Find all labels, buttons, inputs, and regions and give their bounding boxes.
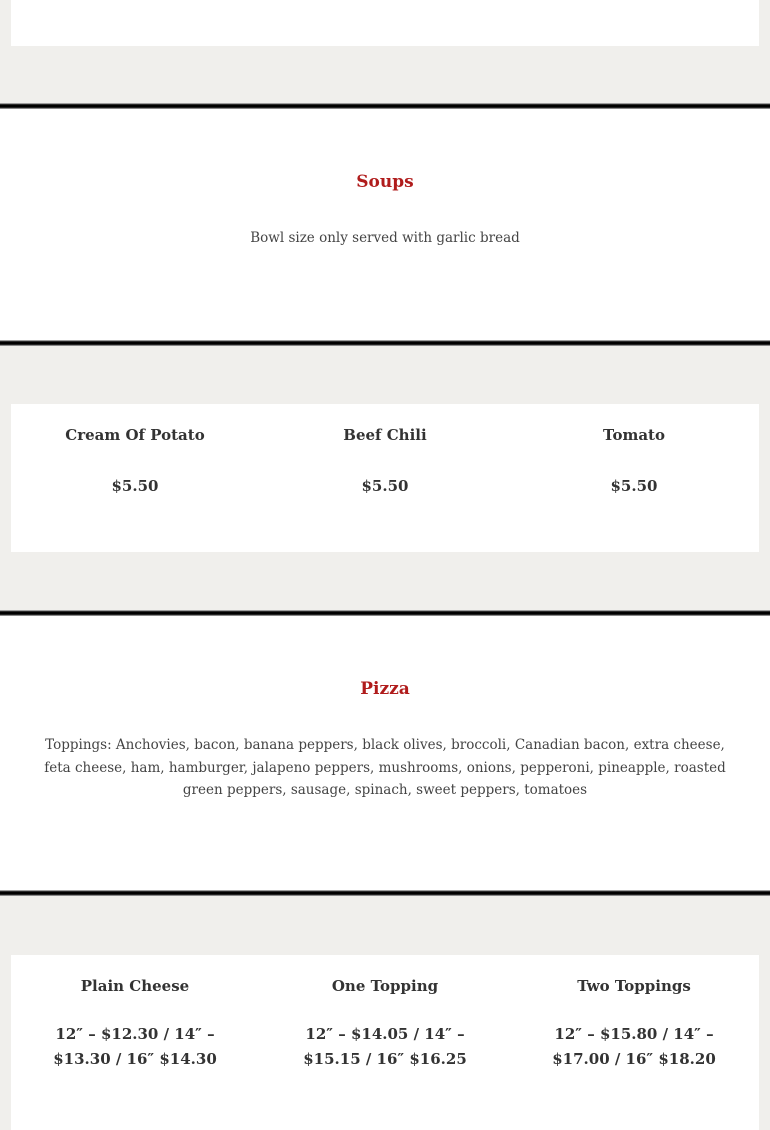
item-price: 12″ – $14.05 / 14″ – $15.15 / 16″ $16.25 <box>303 1025 467 1068</box>
item-name: Tomato <box>603 426 665 444</box>
top-items-band <box>0 0 770 103</box>
menu-item <box>10 426 260 499</box>
pizza-title: Pizza <box>360 679 410 699</box>
menu-item <box>509 426 759 499</box>
item-price: 12″ – $12.30 / 14″ – $13.30 / 16″ $14.30 <box>53 1025 217 1068</box>
item-name: One Topping <box>331 977 439 995</box>
item-price: 12″ – $15.80 / 14″ – $17.00 / 16″ $18.20 <box>552 1025 716 1068</box>
item-name: Cream Of Potato <box>65 426 205 444</box>
item-name: Two Toppings <box>577 977 691 995</box>
soups-title: Soups <box>356 172 414 192</box>
pizza-description: Toppings: Anchovies, bacon, banana peppers, black olives, broccoli, Canadian bacon, extra cheese, feta cheese, ham, hamburger, jalapeno peppers, mushrooms, onions, pepperoni, pineapple, roasted green peppers, sausage, spinach, sweet peppers, tomatoes <box>44 737 726 798</box>
top-items-card <box>11 0 759 46</box>
soups-section-header <box>0 109 770 340</box>
menu-item <box>260 426 510 499</box>
menu-item <box>509 977 759 1072</box>
pizza-items-card <box>11 955 759 1130</box>
item-name: Plain Cheese <box>80 977 190 995</box>
item-price: $5.50 <box>111 477 159 495</box>
menu-item <box>260 977 510 1072</box>
pizza-section-header <box>0 616 770 890</box>
menu-item <box>10 977 260 1072</box>
pizza-items-band <box>0 896 770 1130</box>
soups-items-band <box>0 346 770 610</box>
item-price: $5.50 <box>361 477 409 495</box>
soups-description: Bowl size only served with garlic bread <box>250 230 520 246</box>
soups-items-card <box>11 404 759 552</box>
item-name: Beef Chili <box>343 426 427 444</box>
item-price: $5.50 <box>610 477 658 495</box>
